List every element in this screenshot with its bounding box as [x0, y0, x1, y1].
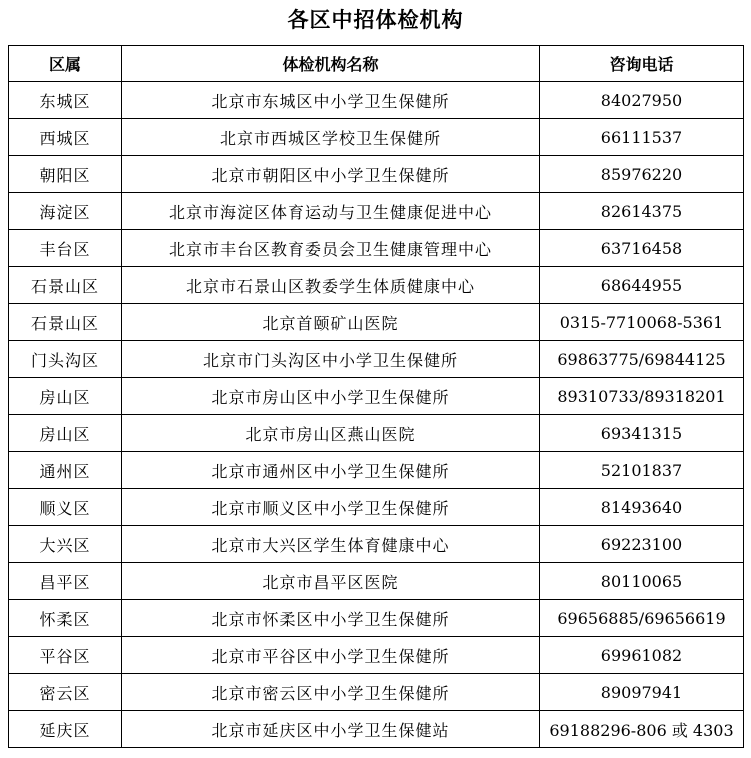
institution-cell: 北京市延庆区中小学卫生保健站 [122, 711, 540, 748]
table-row [9, 711, 744, 748]
district-cell: 西城区 [9, 119, 122, 156]
institution-cell: 北京首颐矿山医院 [122, 304, 540, 341]
table-row [9, 230, 744, 267]
phone-cell: 82614375 [540, 193, 744, 230]
table-row [9, 193, 744, 230]
phone-cell: 69656885/69656619 [540, 600, 744, 637]
district-cell: 东城区 [9, 82, 122, 119]
table-row [9, 119, 744, 156]
district-cell: 密云区 [9, 674, 122, 711]
table-row [9, 637, 744, 674]
phone-cell: 69188296-806 或 4303 [540, 711, 744, 748]
institution-cell: 北京市怀柔区中小学卫生保健所 [122, 600, 540, 637]
phone-cell: 69961082 [540, 637, 744, 674]
institution-cell: 北京市东城区中小学卫生保健所 [122, 82, 540, 119]
page-title: 各区中招体检机构 [287, 8, 464, 32]
table-row [9, 563, 744, 600]
institution-cell: 北京市大兴区学生体育健康中心 [122, 526, 540, 563]
phone-cell: 85976220 [540, 156, 744, 193]
table-row [9, 674, 744, 711]
district-cell: 延庆区 [9, 711, 122, 748]
phone-cell: 69863775/69844125 [540, 341, 744, 378]
phone-cell: 52101837 [540, 452, 744, 489]
table-row [9, 378, 744, 415]
institution-cell: 北京市房山区燕山医院 [122, 415, 540, 452]
table-row [9, 489, 744, 526]
institution-cell: 北京市平谷区中小学卫生保健所 [122, 637, 540, 674]
institution-cell: 北京市门头沟区中小学卫生保健所 [122, 341, 540, 378]
institution-cell: 北京市朝阳区中小学卫生保健所 [122, 156, 540, 193]
table-body [9, 82, 744, 748]
institution-cell: 北京市石景山区教委学生体质健康中心 [122, 267, 540, 304]
institution-cell: 北京市海淀区体育运动与卫生健康促进中心 [122, 193, 540, 230]
phone-cell: 69223100 [540, 526, 744, 563]
phone-cell: 89097941 [540, 674, 744, 711]
district-cell: 朝阳区 [9, 156, 122, 193]
phone-cell: 0315-7710068-5361 [540, 304, 744, 341]
phone-cell: 68644955 [540, 267, 744, 304]
table-row [9, 341, 744, 378]
district-cell: 通州区 [9, 452, 122, 489]
table-row [9, 600, 744, 637]
district-cell: 石景山区 [9, 267, 122, 304]
institution-cell: 北京市西城区学校卫生保健所 [122, 119, 540, 156]
phone-cell: 66111537 [540, 119, 744, 156]
institution-cell: 北京市密云区中小学卫生保健所 [122, 674, 540, 711]
phone-cell: 80110065 [540, 563, 744, 600]
district-cell: 大兴区 [9, 526, 122, 563]
institution-cell: 北京市昌平区医院 [122, 563, 540, 600]
table-header-row [9, 46, 744, 82]
institution-cell: 北京市通州区中小学卫生保健所 [122, 452, 540, 489]
phone-cell: 89310733/89318201 [540, 378, 744, 415]
phone-cell: 81493640 [540, 489, 744, 526]
table-row [9, 452, 744, 489]
district-cell: 昌平区 [9, 563, 122, 600]
phone-cell: 69341315 [540, 415, 744, 452]
table-row [9, 267, 744, 304]
phone-cell: 63716458 [540, 230, 744, 267]
district-cell: 丰台区 [9, 230, 122, 267]
header-institution: 体检机构名称 [122, 46, 540, 82]
district-cell: 门头沟区 [9, 341, 122, 378]
institution-cell: 北京市房山区中小学卫生保健所 [122, 378, 540, 415]
table-row [9, 415, 744, 452]
district-cell: 怀柔区 [9, 600, 122, 637]
district-cell: 海淀区 [9, 193, 122, 230]
district-cell: 房山区 [9, 378, 122, 415]
header-phone: 咨询电话 [540, 46, 744, 82]
institution-cell: 北京市丰台区教育委员会卫生健康管理中心 [122, 230, 540, 267]
district-cell: 石景山区 [9, 304, 122, 341]
district-cell: 平谷区 [9, 637, 122, 674]
district-cell: 顺义区 [9, 489, 122, 526]
header-district: 区属 [9, 46, 122, 82]
table-row [9, 526, 744, 563]
phone-cell: 84027950 [540, 82, 744, 119]
institution-table [8, 45, 744, 748]
table-row [9, 304, 744, 341]
table-row [9, 82, 744, 119]
institution-cell: 北京市顺义区中小学卫生保健所 [122, 489, 540, 526]
district-cell: 房山区 [9, 415, 122, 452]
table-row [9, 156, 744, 193]
